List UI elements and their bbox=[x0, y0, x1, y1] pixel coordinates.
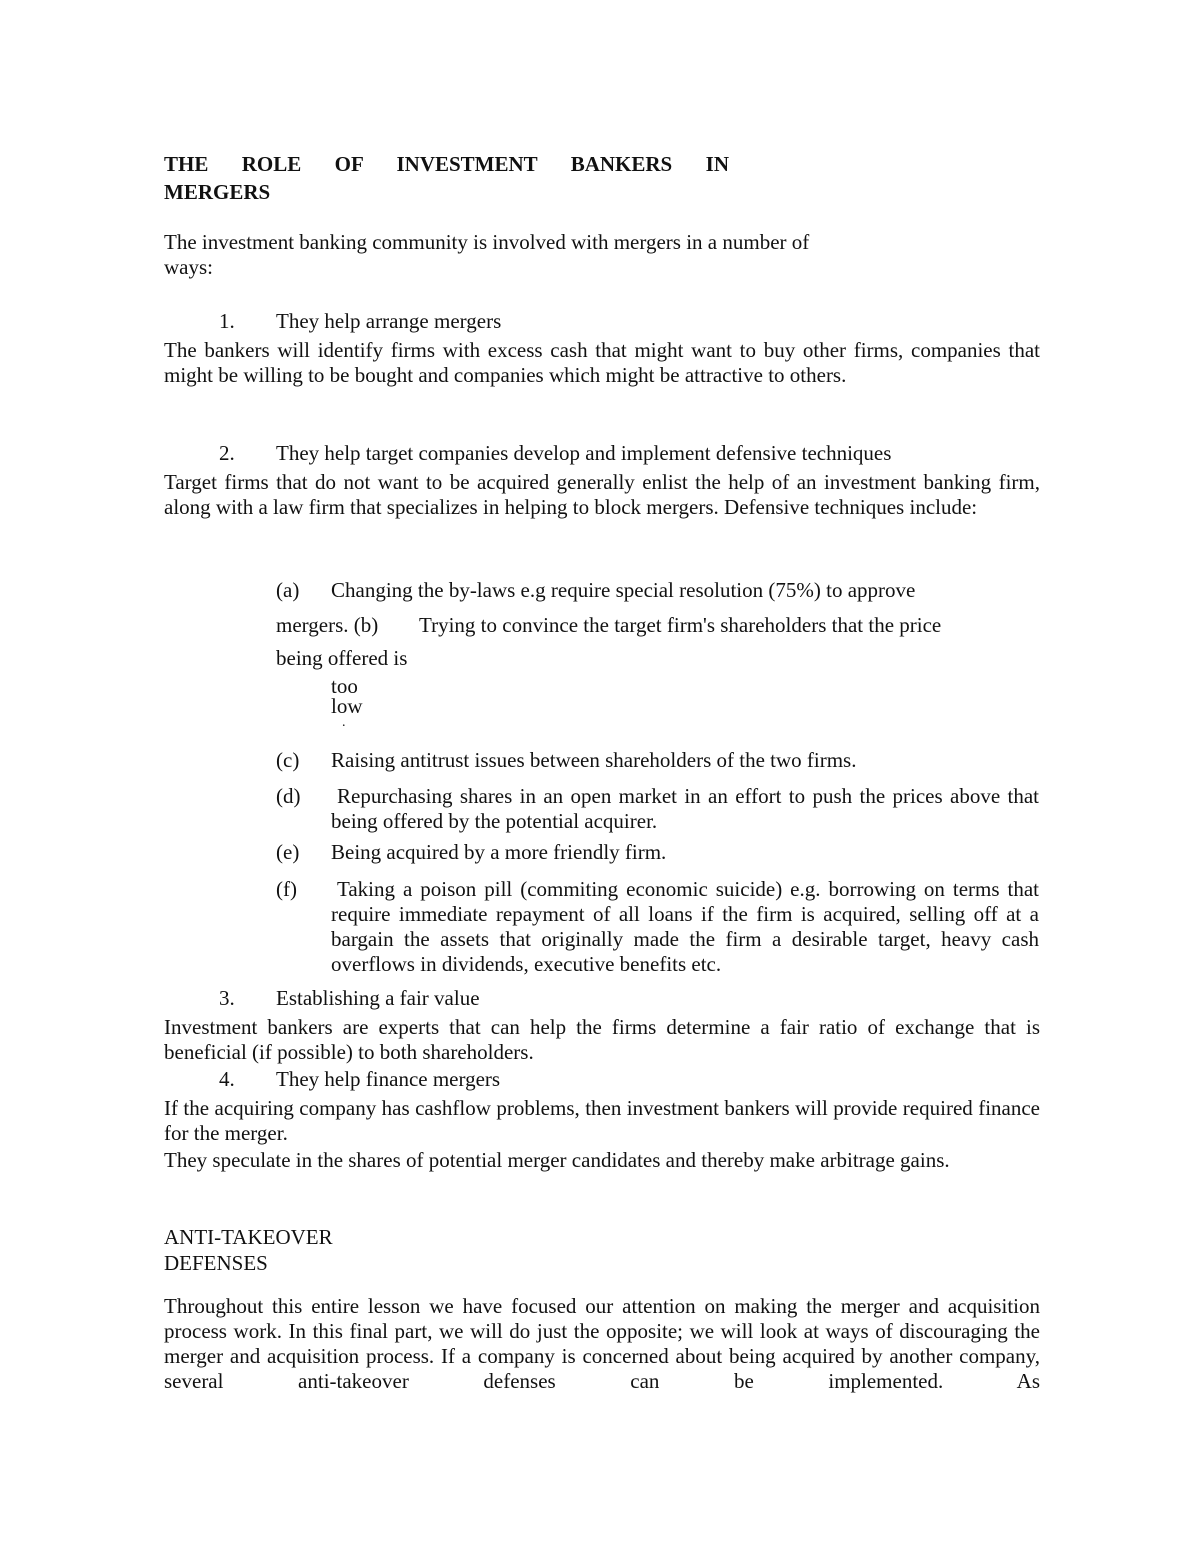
document-title-line1: THE ROLE OF INVESTMENT BANKERS IN bbox=[164, 152, 729, 176]
item4-heading: They help finance mergers bbox=[276, 1067, 501, 1091]
closing-paragraph: Throughout this entire lesson we have focused our attention on making the merger and acquisition process work. In this final part, we will do just the opposite; we will look at ways of discouraging the merger and acquisition process. If a company is concerned about being acquired by another company, several anti-takeover defenses can be implemented. As bbox=[164, 1294, 1040, 1393]
item2-number: 2. bbox=[219, 441, 235, 465]
item4-number: 4. bbox=[219, 1067, 235, 1091]
document-title-line2: MERGERS bbox=[164, 180, 271, 204]
defense-b-dot: . bbox=[342, 715, 346, 730]
defense-a-label: (a) bbox=[276, 578, 300, 602]
defense-e-label: (e) bbox=[276, 840, 300, 864]
defense-b-continuation: being offered is bbox=[276, 646, 408, 670]
intro-line1: The investment banking community is involved with mergers in a number of bbox=[164, 230, 810, 254]
defense-c-label: (c) bbox=[276, 748, 300, 772]
item4-body: If the acquiring company has cashflow problems, then investment bankers will provide required finance for the merger. bbox=[164, 1096, 1040, 1145]
item3-body: Investment bankers are experts that can help the firms determine a fair ratio of exchange that is beneficial (if possible) to both shareholders. bbox=[164, 1015, 1040, 1064]
item2-heading: They help target companies develop and implement defensive techniques bbox=[276, 441, 892, 465]
item1-heading: They help arrange mergers bbox=[276, 309, 502, 333]
defense-f-label: (f) bbox=[276, 877, 297, 901]
defense-a-text: Changing the by-laws e.g require special resolution (75%) to approve bbox=[331, 578, 916, 602]
defense-d-label: (d) bbox=[276, 784, 301, 808]
section2-heading-line2: DEFENSES bbox=[164, 1251, 268, 1275]
defense-d-text: Repurchasing shares in an open market in an effort to push the prices above that being offered by the potential acquirer. bbox=[331, 784, 1039, 833]
item3-number: 3. bbox=[219, 986, 235, 1010]
item2-body: Target firms that do not want to be acquired generally enlist the help of an investment banking firm, along with a law firm that specializes in helping to block mergers. Defensive techniques include: bbox=[164, 470, 1040, 519]
defense-b-text: Trying to convince the target firm's shareholders that the price bbox=[419, 613, 942, 637]
defense-a-continuation: mergers. (b) bbox=[276, 613, 379, 637]
defense-f-text: Taking a poison pill (commiting economic suicide) e.g. borrowing on terms that require immediate repayment of all loans if the firm is acquired, selling off at a bargain the assets that originally made the firm a desirable target, heavy cash overflows in dividends, executive benefits etc. bbox=[331, 877, 1039, 976]
defense-e-text: Being acquired by a more friendly firm. bbox=[331, 840, 667, 864]
defense-b-word-too: too bbox=[331, 674, 358, 698]
item1-body: The bankers will identify firms with excess cash that might want to buy other firms, companies that might be willing to be bought and companies which might be attractive to others. bbox=[164, 338, 1040, 387]
item1-number: 1. bbox=[219, 309, 235, 333]
defense-c-text: Raising antitrust issues between shareholders of the two firms. bbox=[331, 748, 857, 772]
item3-heading: Establishing a fair value bbox=[276, 986, 480, 1010]
intro-line2: ways: bbox=[164, 255, 213, 279]
defense-b-word-low: low bbox=[331, 694, 363, 718]
section2-heading-line1: ANTI-TAKEOVER bbox=[164, 1225, 333, 1249]
item4-body-2: They speculate in the shares of potential merger candidates and thereby make arbitrage gains. bbox=[164, 1148, 950, 1172]
